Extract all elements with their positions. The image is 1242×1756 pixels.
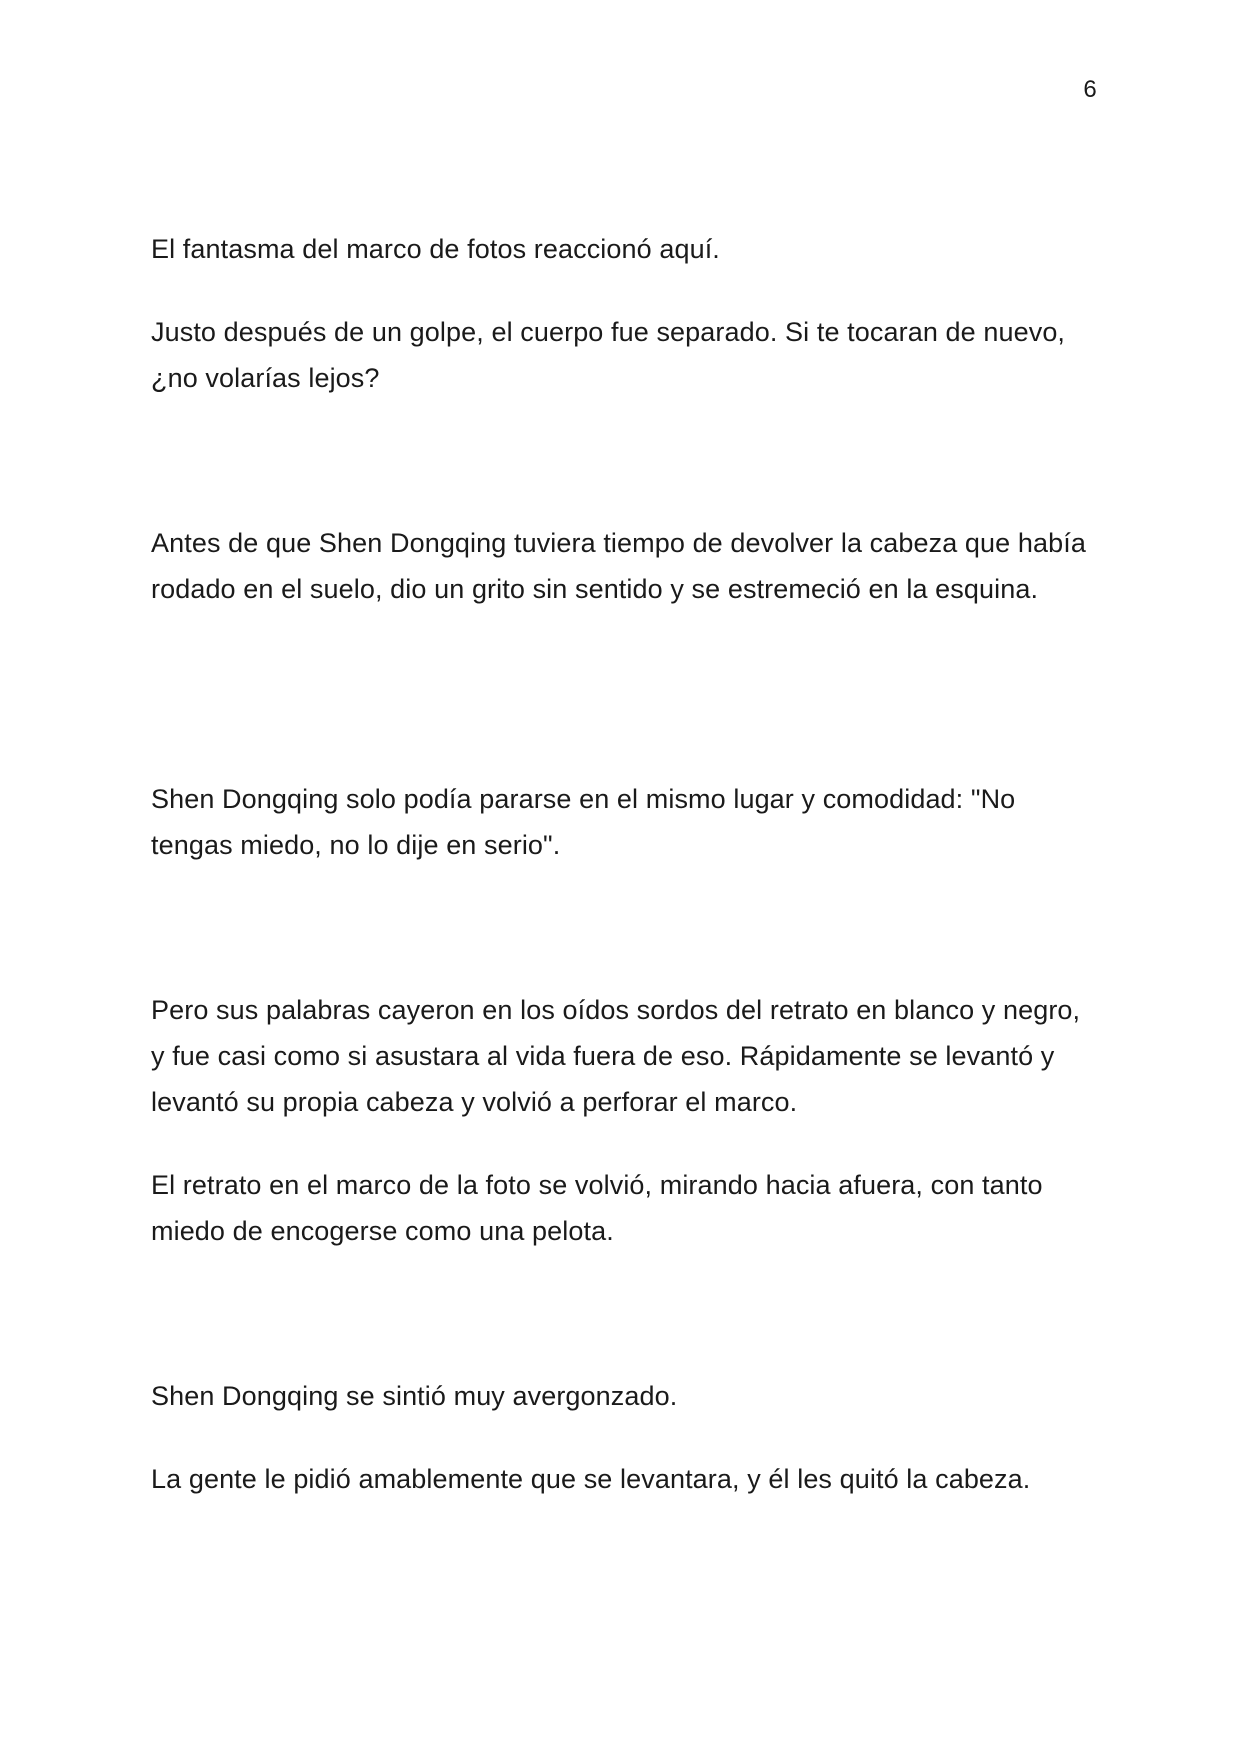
paragraph-1: El fantasma del marco de fotos reaccionó aquí. — [151, 234, 720, 264]
paragraph-6: El retrato en el marco de la foto se volvió, mirando hacia afuera, con tanto miedo de encogerse como una pelota. — [151, 1170, 1043, 1246]
paragraph-4: Shen Dongqing solo podía pararse en el mismo lugar y comodidad: "No tengas miedo, no lo dije en serio". — [151, 784, 1016, 860]
paragraph-2: Justo después de un golpe, el cuerpo fue separado. Si te tocaran de nuevo, ¿no volarías lejos? — [151, 317, 1066, 393]
paragraph-8: La gente le pidió amablemente que se levantara, y él les quitó la cabeza. — [151, 1464, 1031, 1494]
paragraph-5: Pero sus palabras cayeron en los oídos sordos del retrato en blanco y negro, y fue casi como si asustara al vida fuera de eso. Rápidamente se levantó y levantó su propia cabeza y volvió a perforar el marco. — [151, 995, 1081, 1117]
paragraph-3: Antes de que Shen Dongqing tuviera tiempo de devolver la cabeza que había rodado en el suelo, dio un grito sin sentido y se estremeció en la esquina. — [151, 528, 1086, 604]
page-number: 6 — [1083, 76, 1097, 103]
paragraph-7: Shen Dongqing se sintió muy avergonzado. — [151, 1381, 678, 1411]
